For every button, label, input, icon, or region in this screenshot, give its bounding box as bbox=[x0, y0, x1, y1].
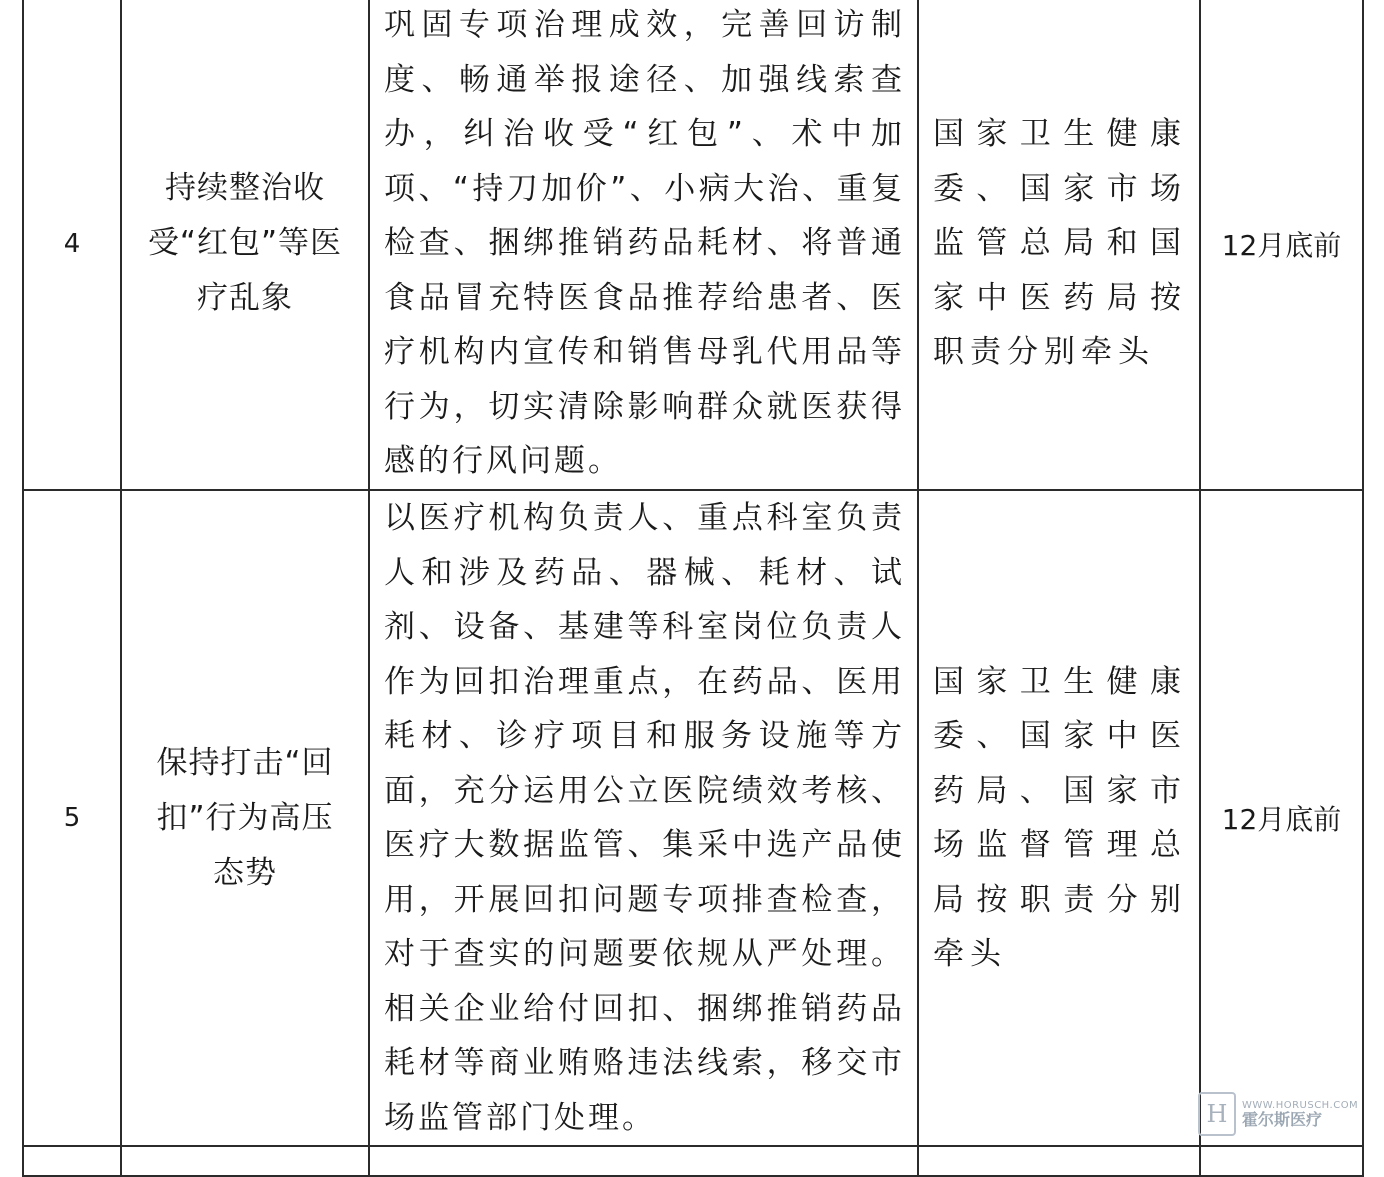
measures-table bbox=[22, 0, 1364, 1177]
lead-unit-cell bbox=[918, 0, 1200, 490]
empty-cell bbox=[1200, 1146, 1363, 1176]
task-cell bbox=[121, 490, 369, 1146]
measure-text: 以医疗机构负责人、重点科室负责人和涉及药品、器械、耗材、试剂、设备、基建等科室岗位负责人作为回扣治理重点，在药品、医用耗材、诊疗项目和服务设施等方面，充分运用公立医院绩效考核、医疗大数据监管、集采中选产品使用，开展回扣问题专项排查检查，对于查实的问题要依规从严处理。相关企业给付回扣、捆绑推销药品耗材等商业贿赂违法线索，移交市场监管部门处理。 bbox=[384, 500, 905, 1136]
deadline-cell: 12月底前 bbox=[1200, 490, 1363, 1146]
measure-text: 巩固专项治理成效，完善回访制度、畅通举报途径、加强线索查办，纠治收受“红包”、术中加项、“持刀加价”、小病大治、重复检查、捆绑推销药品耗材、将普通食品冒充特医食品推荐给患者、医疗机构内宣传和销售母乳代用品等行为，切实清除影响群众就医获得感的行风问题。 bbox=[384, 7, 905, 480]
empty-cell bbox=[918, 1146, 1200, 1176]
lead-unit-text: 国家卫生健康委、国家中医药局、国家市场监督管理总局按职责分别牵头 bbox=[933, 663, 1187, 972]
measure-cell bbox=[369, 0, 918, 490]
row-number: 5 bbox=[23, 490, 121, 1146]
watermark bbox=[1198, 1086, 1378, 1142]
table-row bbox=[23, 0, 1363, 490]
watermark-text bbox=[1242, 1100, 1358, 1129]
watermark-logo-icon: H bbox=[1198, 1092, 1236, 1136]
lead-unit-text: 国家卫生健康委、国家市场监管总局和国家中医药局按职责分别牵头 bbox=[933, 116, 1187, 371]
table-row-partial bbox=[23, 1146, 1363, 1176]
task-cell bbox=[121, 0, 369, 490]
empty-cell bbox=[23, 1146, 121, 1176]
table-row bbox=[23, 490, 1363, 1146]
task-text: 持续整治收受“红包”等医疗乱象 bbox=[147, 170, 343, 316]
lead-unit-cell bbox=[918, 490, 1200, 1146]
empty-cell bbox=[369, 1146, 918, 1176]
empty-cell bbox=[121, 1146, 369, 1176]
task-text: 保持打击“回扣”行为高压态势 bbox=[156, 744, 334, 891]
watermark-url: WWW.HORUSCH.COM bbox=[1242, 1099, 1359, 1111]
deadline-cell: 12月底前 bbox=[1200, 0, 1363, 490]
row-number: 4 bbox=[23, 0, 121, 490]
watermark-name: 霍尔斯医疗 bbox=[1242, 1109, 1323, 1129]
measure-cell bbox=[369, 490, 918, 1146]
